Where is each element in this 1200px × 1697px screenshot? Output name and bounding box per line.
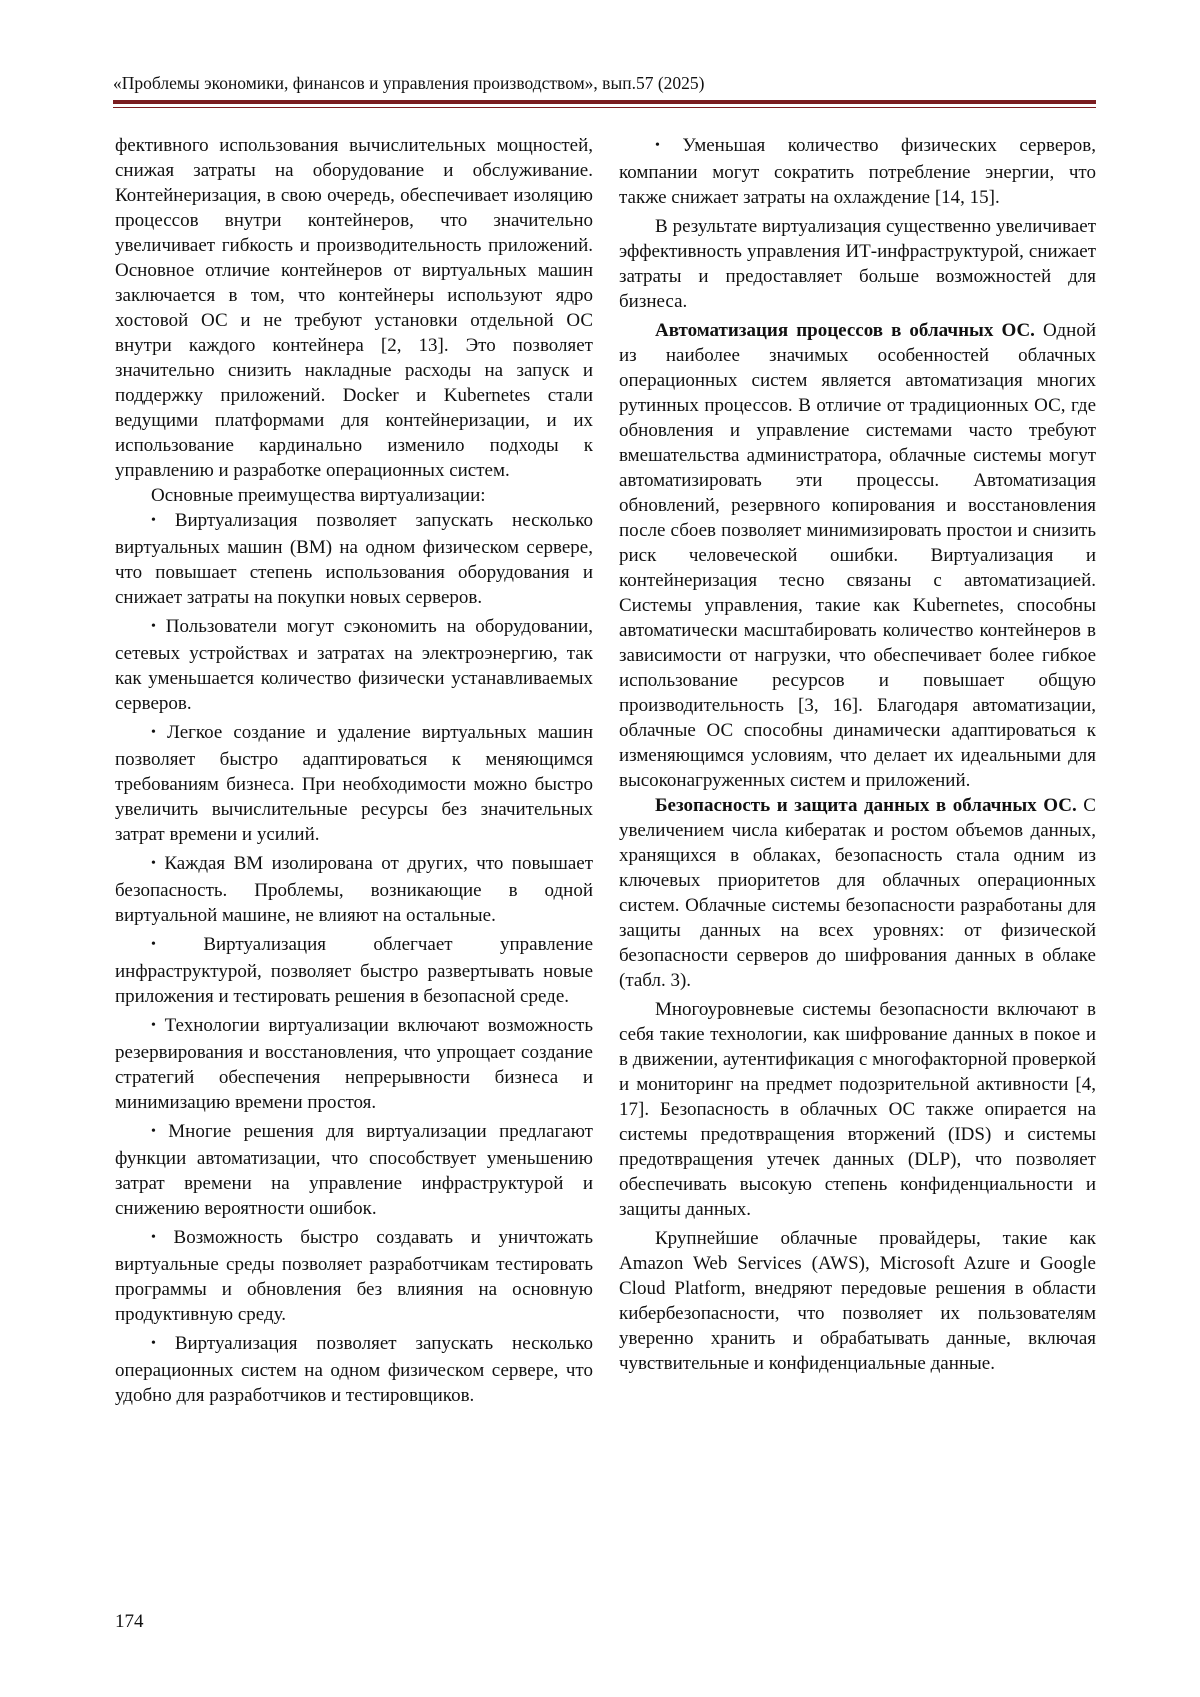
- bullet-icon: •: [151, 619, 156, 634]
- paragraph-continuation: фективного использования вычислительных мощностей, снижая затраты на оборудование и обслуживание. Контейнеризация, в свою очередь, обеспечивает изоляцию процессов внутри контейнеров, что значительно увеличивает гибкость и производительность приложений. Основное отличие контейнеров от виртуальных машин заключается в том, что контейнеры используют ядро хостовой ОС и не требуют установки отдельной ОС внутри каждого контейнера [2, 13]. Это позволяет значительно снизить накладные расходы на запуск и поддержку приложений. Docker и Kubernetes стали ведущими платформами для контейнеризации, и их использование кардинально изменило подходы к управлению и разработке операционных систем.: [115, 135, 593, 481]
- bullet-item: • Уменьшая количество физических серверов, компании могут сократить потребление энергии, что также снижает затраты на охлаждение [14, 15].: [619, 135, 1097, 208]
- section-heading: Безопасность и защита данных в облачных ОС.: [655, 795, 1077, 816]
- bullet-icon: •: [151, 513, 156, 528]
- bullet-item: • Виртуализация позволяет запускать несколько виртуальных машин (ВМ) на одном физическом сервере, что повышает степень использования оборудования и снижает затраты на покупки новых серверов.: [115, 510, 593, 608]
- paragraph: В результате виртуализация существенно увеличивает эффективность управления ИТ-инфраструктурой, снижает затраты и предоставляет больше возможностей для бизнеса.: [619, 216, 1096, 312]
- bullet-icon: •: [151, 1336, 156, 1351]
- bullet-icon: •: [151, 1230, 156, 1245]
- section-paragraph-security: Безопасность и защита данных в облачных ОС. С увеличением числа кибератак и ростом объемов данных, хранящихся в облаках, безопасность стала одним из ключевых приоритетов для облачных операционных систем. Облачные системы безопасности разработаны для защиты данных на всех уровнях: от физической безопасности серверов до шифрования данных в облаке (табл. 3).: [619, 795, 1096, 991]
- bullet-item: • Возможность быстро создавать и уничтожать виртуальные среды позволяет разработчикам тестировать программы и обновления без влияния на основную продуктивную среду.: [115, 1227, 593, 1325]
- running-header: «Проблемы экономики, финансов и управления производством», вып.57 (2025): [113, 73, 705, 93]
- page-number: 174: [115, 1611, 144, 1632]
- paragraph: Основные преимущества виртуализации:: [151, 485, 486, 506]
- bullet-item: • Многие решения для виртуализации предлагают функции автоматизации, что способствует уменьшению затрат времени на управление инфраструктурой и снижению вероятности ошибок.: [115, 1121, 593, 1219]
- bullet-icon: •: [151, 1124, 156, 1139]
- section-heading: Автоматизация процессов в облачных ОС.: [655, 320, 1035, 341]
- bullet-icon: •: [151, 725, 156, 740]
- bullet-icon: •: [151, 937, 156, 952]
- left-column: [115, 133, 593, 1408]
- paragraph: Многоуровневые системы безопасности включают в себя такие технологии, как шифрование данных в покое и в движении, аутентификация с многофакторной проверкой и мониторинг на предмет подозрительной активности [4, 17]. Безопасность в облачных ОС также опирается на системы предотвращения вторжений (IDS) и системы предотвращения утечек данных (DLP), что позволяет обеспечивать высокую степень конфиденциальности и защиты данных.: [619, 999, 1096, 1220]
- bullet-item: • Каждая ВМ изолирована от других, что повышает безопасность. Проблемы, возникающие в одной виртуальной машине, не влияют на остальные.: [115, 853, 593, 926]
- bullet-item: • Виртуализация позволяет запускать несколько операционных систем на одном физическом сервере, что удобно для разработчиков и тестировщиков.: [115, 1333, 593, 1406]
- bullet-item: • Виртуализация облегчает управление инфраструктурой, позволяет быстро развертывать новые приложения и тестировать решения в безопасной среде.: [115, 934, 593, 1007]
- bullet-icon: •: [151, 856, 156, 871]
- bullet-item: • Пользователи могут сэкономить на оборудовании, сетевых устройствах и затратах на электроэнергию, так как уменьшается количество физически устанавливаемых серверов.: [115, 616, 593, 714]
- paragraph: Крупнейшие облачные провайдеры, такие как Amazon Web Services (AWS), Microsoft Azure и Google Cloud Platform, внедряют передовые решения в области кибербезопасности, что позволяет их пользователям уверенно хранить и обрабатывать данные, включая чувствительные и конфиденциальные данные.: [619, 1228, 1096, 1374]
- bullet-item: • Технологии виртуализации включают возможность резервирования и восстановления, что упрощает создание стратегий обеспечения непрерывности бизнеса и минимизацию времени простоя.: [115, 1015, 593, 1113]
- section-paragraph-automation: Автоматизация процессов в облачных ОС. Одной из наиболее значимых особенностей облачных операционных систем является автоматизация многих рутинных процессов. В отличие от традиционных ОС, где обновления и управление системами часто требуют вмешательства администратора, облачные системы могут автоматизировать эти процессы. Автоматизация обновлений, резервного копирования и восстановления после сбоев позволяет минимизировать простои и снизить риск человеческой ошибки. Виртуализация и контейнеризация тесно связаны с автоматизацией. Системы управления, такие как Kubernetes, способны автоматически масштабировать количество контейнеров в зависимости от нагрузки, что обеспечивает более гибкое использование ресурсов и повышает общую производительность [3, 16]. Благодаря автоматизации, облачные ОС способны динамически адаптироваться к изменяющимся условиям, что делает их идеальными для высоконагруженных систем и приложений.: [619, 320, 1096, 791]
- header-rule-thin: [113, 107, 1096, 108]
- right-column: [619, 133, 1096, 1376]
- bullet-icon: •: [151, 1018, 156, 1033]
- bullet-item: • Легкое создание и удаление виртуальных машин позволяет быстро адаптироваться к меняющимся требованиям бизнеса. При необходимости можно быстро увеличить вычислительные ресурсы без значительных затрат времени и усилий.: [115, 722, 594, 845]
- bullet-icon: •: [655, 138, 660, 153]
- header-rule-thick: [113, 100, 1096, 104]
